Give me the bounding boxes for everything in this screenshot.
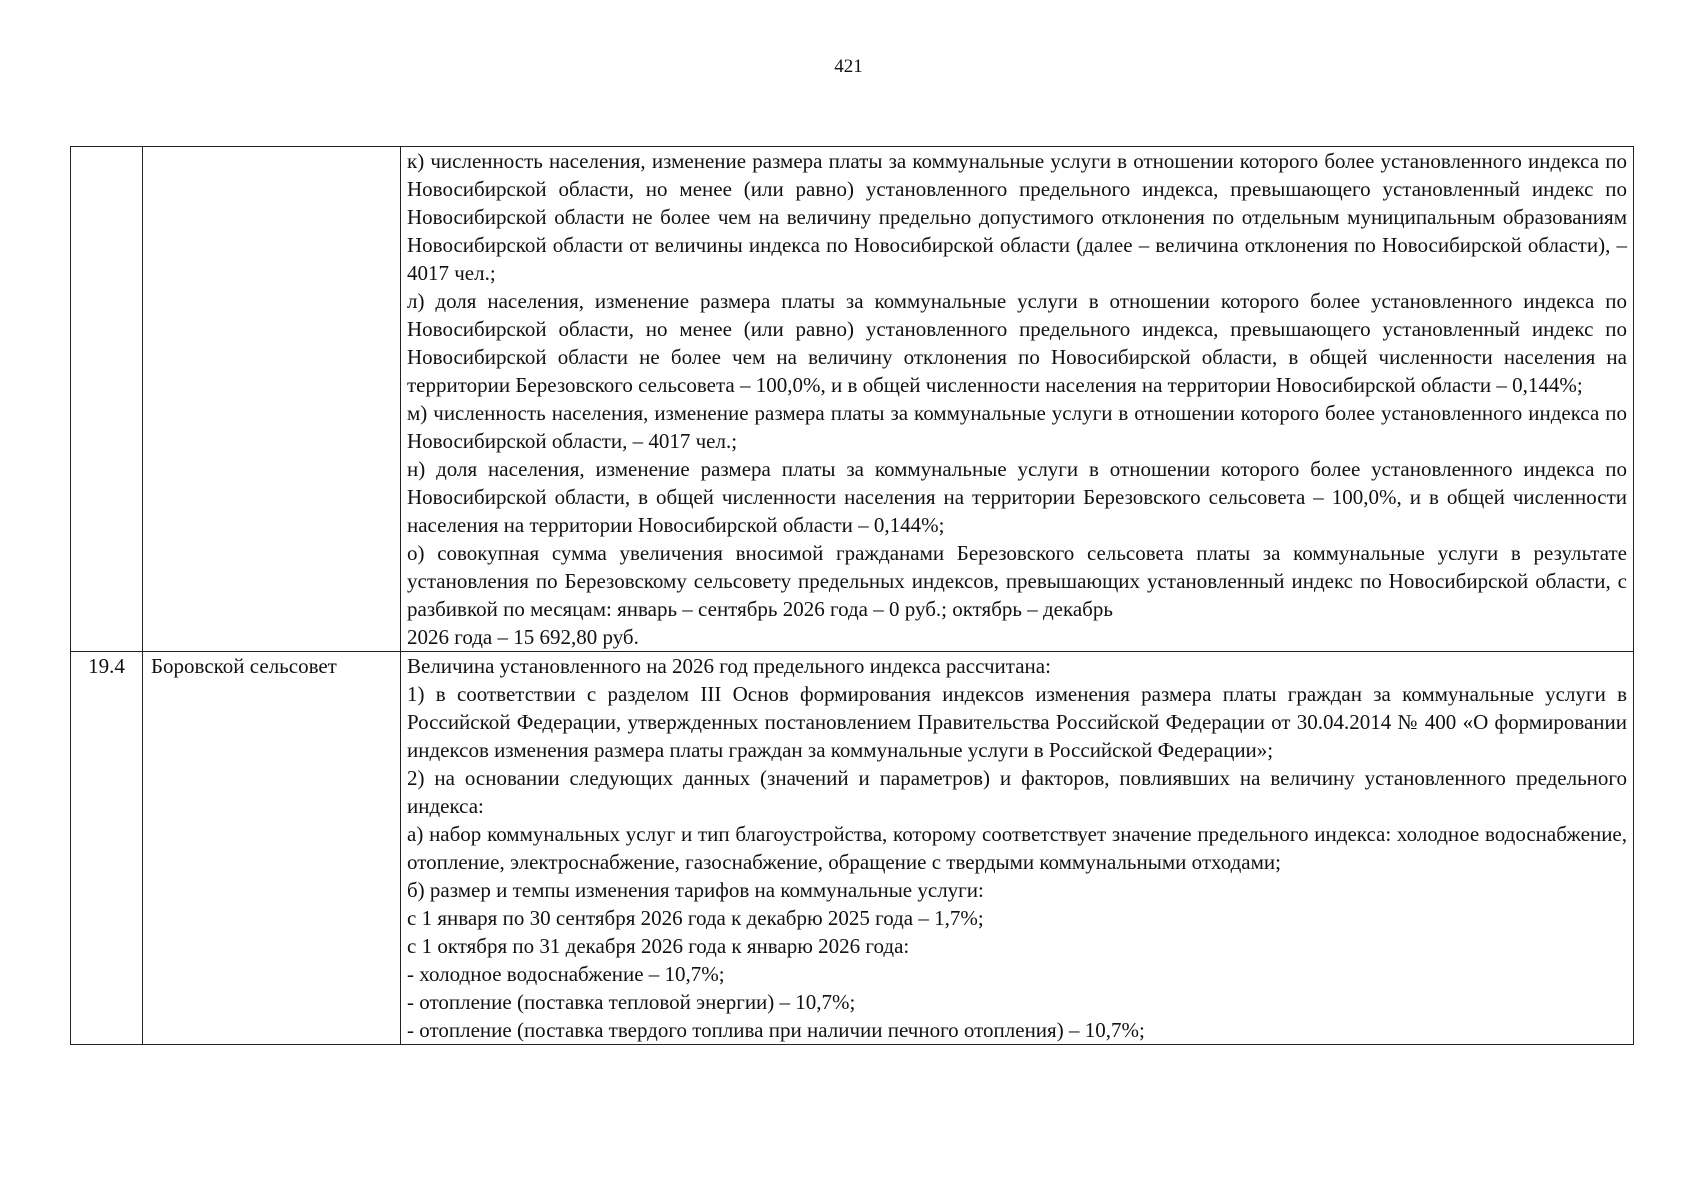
paragraph: б) размер и темпы изменения тарифов на коммунальные услуги: — [407, 878, 984, 902]
description-cell — [401, 147, 1634, 652]
paragraph: 2026 года – 15 692,80 руб. — [407, 625, 639, 649]
paragraph: 1) в соответствии с разделом III Основ формирования индексов изменения размера платы граждан за коммунальные услуги в Российской Федерации, утвержденных постановлением Правительства Российской Федерации от 30.04.2014 № 400 «О формировании индексов изменения размера платы граждан за коммунальные услуги в Российской Федерации»; — [407, 682, 1627, 762]
paragraph: Величина установленного на 2026 год предельного индекса рассчитана: — [407, 654, 1051, 678]
municipality-name-cell: Боровской сельсовет — [143, 652, 401, 1045]
paragraph: к) численность населения, изменение размера платы за коммунальные услуги в отношении которого более установленного индекса по Новосибирской области, но менее (или равно) установленного предельного индекса, превышающего установленный индекс по Новосибирской области не более чем на величину предельно допустимого отклонения по отдельным муниципальным образованиям Новосибирской области от величины индекса по Новосибирской области (далее – величина отклонения по Новосибирской области), – 4017 чел.; — [407, 149, 1627, 285]
paragraph: о) совокупная сумма увеличения вносимой гражданами Березовского сельсовета платы за коммунальные услуги в результате установления по Березовскому сельсовету предельных индексов, превышающих установленный индекс по Новосибирской области, с разбивкой по месяцам: январь – сентябрь 2026 года – 0 руб.; октябрь – декабрь — [407, 541, 1627, 621]
table-row — [71, 147, 1634, 652]
row-number-cell — [71, 147, 143, 652]
row-number-cell: 19.4 — [71, 652, 143, 1045]
table-body — [71, 147, 1634, 1045]
description-cell — [401, 652, 1634, 1045]
municipality-name-cell — [143, 147, 401, 652]
table-row — [71, 652, 1634, 1045]
paragraph: л) доля населения, изменение размера платы за коммунальные услуги в отношении которого более установленного индекса по Новосибирской области, но менее (или равно) установленного предельного индекса, превышающего установленный индекс по Новосибирской области не более чем на величину отклонения по Новосибирской области, в общей численности населения на территории Березовского сельсовета – 100,0%, и в общей численности населения на территории Новосибирской области – 0,144%; — [407, 289, 1627, 397]
paragraph: - отопление (поставка твердого топлива при наличии печного отопления) – 10,7%; — [407, 1018, 1145, 1042]
paragraph: с 1 октября по 31 декабря 2026 года к январю 2026 года: — [407, 934, 910, 958]
document-table — [70, 146, 1634, 1045]
paragraph: м) численность населения, изменение размера платы за коммунальные услуги в отношении которого более установленного индекса по Новосибирской области, – 4017 чел.; — [407, 401, 1627, 453]
paragraph: н) доля населения, изменение размера платы за коммунальные услуги в отношении которого более установленного индекса по Новосибирской области, в общей численности населения на территории Березовского сельсовета – 100,0%, и в общей численности населения на территории Новосибирской области – 0,144%; — [407, 457, 1627, 537]
paragraph: а) набор коммунальных услуг и тип благоустройства, которому соответствует значение предельного индекса: холодное водоснабжение, отопление, электроснабжение, газоснабжение, обращение с твердыми коммунальными отходами; — [407, 822, 1627, 874]
page-number: 421 — [834, 56, 863, 77]
paragraph: 2) на основании следующих данных (значений и параметров) и факторов, повлиявших на величину установленного предельного индекса: — [407, 766, 1627, 818]
paragraph: с 1 января по 30 сентября 2026 года к декабрю 2025 года – 1,7%; — [407, 906, 984, 930]
paragraph: - холодное водоснабжение – 10,7%; — [407, 962, 725, 986]
paragraph: - отопление (поставка тепловой энергии) – 10,7%; — [407, 990, 856, 1014]
